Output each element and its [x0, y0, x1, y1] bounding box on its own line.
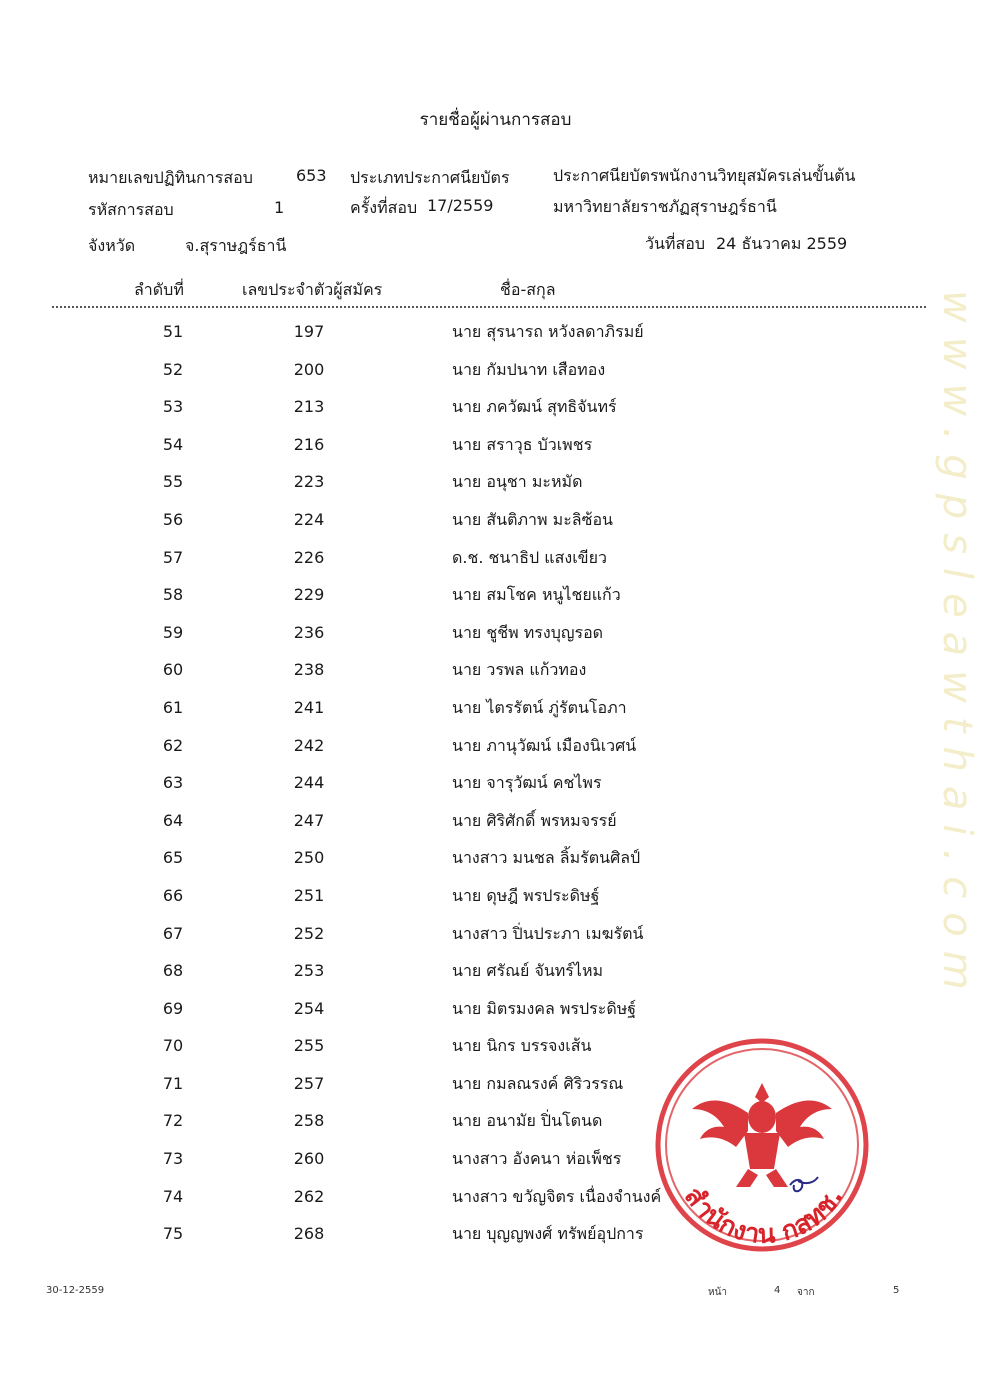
table-row: [0, 844, 991, 882]
cert-name-line2: มหาวิทยาลัยราชภัฏสุราษฎร์ธานี: [553, 197, 777, 216]
official-seal-stamp: [652, 1035, 872, 1255]
candidate-id: 242: [293, 735, 325, 755]
round-value: 17/2559: [427, 196, 494, 215]
candidate-id: 262: [293, 1186, 325, 1206]
row-number: 67: [162, 923, 184, 943]
candidate-id: 257: [293, 1073, 325, 1093]
column-header-no: ลำดับที่: [134, 280, 184, 299]
table-row: [0, 318, 991, 356]
candidate-id: 252: [293, 923, 325, 943]
round-label: ครั้งที่สอบ: [350, 198, 418, 217]
table-row: [0, 431, 991, 469]
signature-mark: [790, 1177, 818, 1191]
exam-date-value: 24 ธันวาคม 2559: [716, 234, 848, 253]
candidate-name: นาย จารุวัฒน์ คชไพร: [452, 773, 602, 793]
candidate-id: 241: [293, 697, 325, 717]
table-row: [0, 694, 991, 732]
candidate-name: นาย สมโชค หนูไชยแก้ว: [452, 585, 621, 605]
row-number: 51: [162, 322, 184, 341]
row-number: 74: [162, 1186, 184, 1206]
session-value: 653: [296, 166, 327, 185]
page-number: 4: [774, 1285, 781, 1296]
candidate-id: 247: [293, 810, 325, 830]
website-watermark: www.gpsleawthai.com: [934, 290, 980, 1004]
exam-date-label: วันที่สอบ: [645, 234, 705, 253]
candidate-id: 213: [293, 397, 325, 417]
table-row: [0, 920, 991, 958]
candidate-id: 255: [293, 1036, 325, 1056]
of-label: จาก: [797, 1287, 815, 1298]
cert-type-label: ประเภทประกาศนียบัตร: [350, 168, 510, 187]
table-row: [0, 807, 991, 845]
column-header-name: ชื่อ-สกุล: [500, 280, 556, 299]
candidate-name: นาย ไตรรัตน์ ภู่รัตนโอภา: [452, 697, 627, 717]
row-number: 55: [162, 472, 184, 492]
candidate-name: นาย อนุชา มะหมัด: [452, 472, 583, 492]
row-number: 64: [162, 810, 184, 830]
candidate-name: นาย มิตรมงคล พรประดิษฐ์: [452, 998, 637, 1018]
candidate-name: นาย ศิริศักดิ์ พรหมจรรย์: [452, 810, 617, 830]
row-number: 56: [162, 509, 184, 529]
row-number: 63: [162, 773, 184, 793]
candidate-name: นางสาว อังคนา ห่อเพ็ชร: [452, 1149, 622, 1169]
candidate-id: 223: [293, 472, 325, 492]
candidate-name: นาย ดุษฎี พรประดิษฐ์: [452, 885, 600, 905]
candidate-id: 268: [293, 1224, 325, 1244]
candidate-name: นางสาว ปิ่นประภา เมฆรัตน์: [452, 923, 644, 943]
column-header-id: เลขประจำตัวผู้สมัคร: [242, 280, 383, 299]
stamp-text: สำนักงาน กสทช.: [677, 1181, 850, 1250]
candidate-id: 253: [293, 961, 325, 981]
candidate-id: 251: [293, 885, 325, 905]
candidate-name: นาย ชูชีพ ทรงบุญรอด: [452, 622, 604, 642]
province-value: จ.สุราษฎร์ธานี: [185, 236, 287, 255]
table-row: [0, 393, 991, 431]
candidate-id: 224: [293, 509, 325, 529]
table-row: [0, 656, 991, 694]
row-number: 65: [162, 848, 184, 868]
candidate-name: นาย กมลณรงค์ ศิริวรรณ: [452, 1073, 624, 1093]
cert-name-line1: ประกาศนียบัตรพนักงานวิทยุสมัครเล่นขั้นต้น: [553, 166, 856, 185]
candidate-id: 216: [293, 434, 325, 454]
candidate-id: 244: [293, 773, 325, 793]
row-number: 69: [162, 998, 184, 1018]
candidate-id: 260: [293, 1149, 325, 1169]
header-divider: [52, 306, 926, 308]
table-row: [0, 882, 991, 920]
table-row: [0, 769, 991, 807]
row-number: 59: [162, 622, 184, 642]
candidate-id: 250: [293, 848, 325, 868]
session-label: หมายเลขปฏิทินการสอบ: [88, 168, 253, 187]
row-number: 57: [162, 547, 184, 567]
candidate-name: นาย ภานุวัฒน์ เมืองนิเวศน์: [452, 735, 637, 755]
garuda-emblem-icon: [692, 1083, 832, 1187]
table-row: [0, 468, 991, 506]
page-total: 5: [893, 1285, 900, 1296]
candidate-id: 229: [293, 585, 325, 605]
candidate-name: นาย สุรนารถ หวังลดาภิรมย์: [452, 322, 644, 341]
candidate-name: นางสาว มนชล ลิ้มรัตนศิลป์: [452, 848, 641, 868]
row-number: 61: [162, 697, 184, 717]
row-number: 60: [162, 660, 184, 680]
code-label: รหัสการสอบ: [88, 200, 174, 219]
table-row: [0, 957, 991, 995]
table-row: [0, 506, 991, 544]
table-row: [0, 732, 991, 770]
candidate-id: 238: [293, 660, 325, 680]
candidate-name: นาย สันติภาพ มะลิซ้อน: [452, 509, 613, 529]
row-number: 75: [162, 1224, 184, 1244]
table-row: [0, 995, 991, 1033]
candidate-id: 254: [293, 998, 325, 1018]
candidate-name: ด.ช. ชนาธิป แสงเขียว: [452, 547, 607, 567]
candidate-id: 200: [293, 359, 325, 379]
table-row: [0, 619, 991, 657]
candidate-name: นาย อนามัย ปิ่นโตนด: [452, 1111, 603, 1131]
row-number: 71: [162, 1073, 184, 1093]
row-number: 73: [162, 1149, 184, 1169]
candidate-id: 258: [293, 1111, 325, 1131]
candidate-id: 236: [293, 622, 325, 642]
row-number: 53: [162, 397, 184, 417]
page-label: หน้า: [708, 1287, 728, 1298]
row-number: 68: [162, 961, 184, 981]
province-label: จังหวัด: [88, 236, 136, 255]
candidate-name: นาย ศรัณย์ จันทร์ไหม: [452, 961, 604, 981]
candidate-name: นาย นิกร บรรจงเส้น: [452, 1036, 592, 1056]
row-number: 66: [162, 885, 184, 905]
candidate-name: นาย วรพล แก้วทอง: [452, 660, 587, 680]
row-number: 52: [162, 359, 184, 379]
candidate-name: นาย กัมปนาท เสือทอง: [452, 359, 606, 379]
candidate-id: 197: [293, 322, 325, 341]
page-title: รายชื่อผู้ผ่านการสอบ: [419, 110, 572, 130]
candidate-name: นาย ภควัฒน์ สุทธิจันทร์: [452, 397, 617, 417]
candidate-name: นางสาว ขวัญจิตร เนื่องจำนงค์: [452, 1186, 662, 1206]
table-row: [0, 581, 991, 619]
print-date: 30-12-2559: [46, 1285, 105, 1296]
row-number: 70: [162, 1036, 184, 1056]
table-row: [0, 544, 991, 582]
row-number: 54: [162, 434, 184, 454]
row-number: 58: [162, 585, 184, 605]
candidate-id: 226: [293, 547, 325, 567]
row-number: 62: [162, 735, 184, 755]
table-row: [0, 356, 991, 394]
candidate-name: นาย สราวุธ บัวเพชร: [452, 434, 593, 454]
row-number: 72: [162, 1111, 184, 1131]
code-value: 1: [274, 198, 285, 217]
candidate-name: นาย บุญญพงศ์ ทรัพย์อุปการ: [452, 1224, 644, 1244]
